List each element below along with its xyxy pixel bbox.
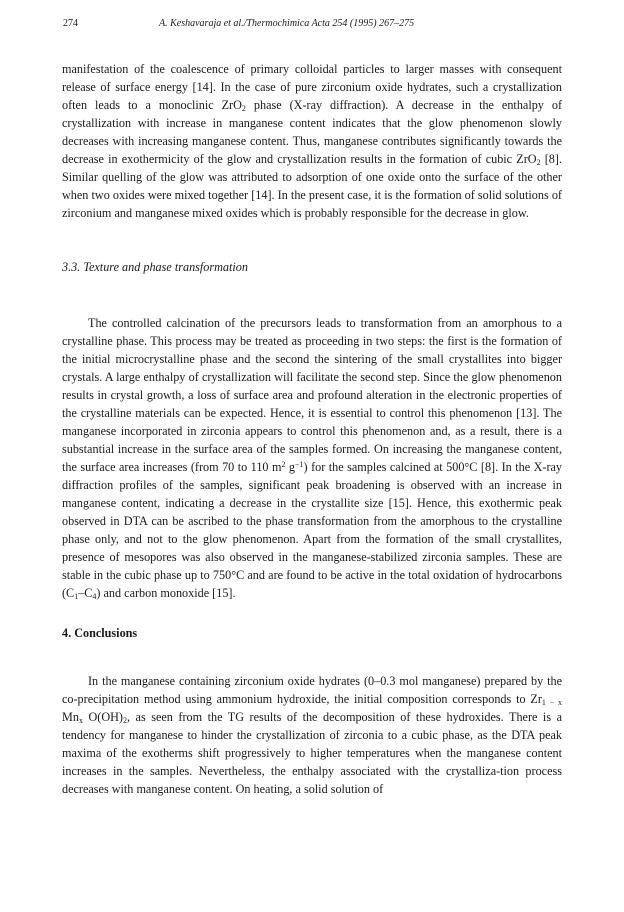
text-run: ) for the samples calcined at 500°C [8]. In the X-ray diffraction profiles of the samples, significant peak broadening is observed with an increase in manganese content, indicating a decrease in the crystallite size [15]. Hence, this exothermic peak observed in DTA can be ascribed to the phase transformation from the amorphous to the crystalline phase only, and not to the glow phenomenon. Apart from the formation of the small crystallites, presence of mesopores was also observed in the manganese-stabilized zirconia samples. These are stable in the cubic phase up to 750°C and are found to be active in the total oxidation of hydrocarbons (C	[62, 460, 563, 600]
subscript: 2	[241, 104, 246, 113]
text-run: , as seen from the TG results of the decomposition of these hydroxides. There is a tendency for manganese to hinder the crystallization of zirconia to a cubic phase, as the DTA peak maxima of the exotherms shift progressively to higher temperatures when the manganese content increases in the samples. Nevertheless, the enthalpy associated with the crystalliza-tion process decreases with manganese content. On heating, a solid solution of	[62, 710, 562, 796]
text-run: phase (X-ray diffraction). A decrease in the enthalpy of crystallization with increase in manganese content indicates that the glow phenomenon slowly decreases with increasing manganese content. Thus, manganese contributes significantly towards the decrease in exothermicity of the glow and crystallization results in the formation of cubic ZrO	[62, 98, 563, 166]
subscript: 2	[122, 716, 127, 725]
text-run: O(OH)	[82, 710, 123, 724]
text-run: manifestation of the coalescence of primary colloidal particles to larger masses with consequent release of surface energy [14]. In the case of pure zirconium oxide hydrates, such a crystallization often leads to a monoclinic ZrO	[62, 62, 562, 112]
text-run: g	[285, 460, 296, 474]
running-header	[63, 16, 563, 32]
paragraph-texture	[62, 314, 562, 602]
subscript: 2	[536, 158, 541, 167]
paragraph-conclusions	[62, 672, 562, 798]
subsection-heading: 3.3. Texture and phase transformation	[62, 260, 248, 274]
superscript: 2	[281, 460, 286, 469]
text-run: –C	[78, 586, 93, 600]
text-run: In the manganese containing zirconium oxide hydrates (0–0.3 mol manganese) prepared by the co-precipitation method using ammonium hydroxide, the initial composition corresponds to Zr	[62, 674, 562, 706]
page-number: 274	[63, 18, 78, 29]
superscript: −1	[295, 460, 304, 469]
running-title: A. Keshavaraja et al./Thermochimica Acta 254 (1995) 267–275	[159, 18, 415, 29]
text-run: [8]. Similar quelling of the glow was attributed to adsorption of one oxide onto the surface of the other when two oxides were mixed together [14]. In the present case, it is the formation of solid solutions of zirconium and manganese mixed oxides which is probably responsible for the decrease in glow.	[62, 152, 562, 220]
text-run: ) and carbon monoxide [15].	[96, 586, 236, 600]
section-heading: 4. Conclusions	[62, 626, 138, 640]
subscript: 4	[92, 592, 97, 601]
subscript: 1	[74, 592, 79, 601]
paragraph-continued	[62, 60, 562, 222]
text-run: The controlled calcination of the precursors leads to transformation from an amorphous to a crystalline phase. This process may be treated as proceeding in two steps: the first is the formation of the initial microcrystalline phase and the second the sintering of the small crystallites into bigger crystals. A large enthalpy of crystallization will facilitate the second step. Since the glow phenomenon results in crystal growth, a loss of surface area and profound alteration in the electronic properties of the crystalline materials can be expected. Hence, it is essential to control this phenomenon [13]. The manganese incorporated in zirconia appears to control this phenomenon and, as a result, there is a substantial increase in the surface area of the samples formed. On increasing the manganese content, the surface area increases (from 70 to 110 m	[62, 316, 562, 474]
subscript: x	[78, 716, 83, 725]
subscript: 1 − x	[541, 698, 562, 707]
text-run: Mn	[62, 710, 79, 724]
